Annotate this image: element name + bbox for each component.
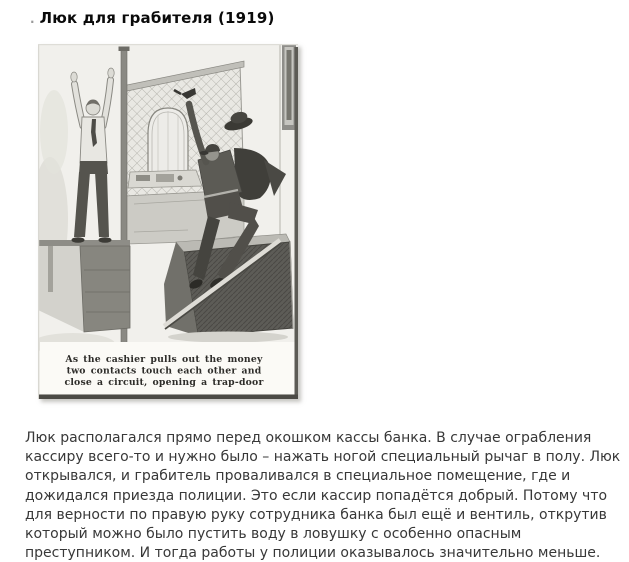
illustration-svg <box>38 44 298 399</box>
trapdoor-illustration <box>38 44 298 399</box>
caption-line-1: As the cashier pulls out the money <box>65 354 263 365</box>
caption-line-3: close a circuit, opening a trap-door <box>64 377 264 388</box>
article-body-text: Люк располагался прямо перед окошком кассы банка. В случае ограбления кассиру всего-то и нужно было – нажать ногой специальный рычаг в полу. Люк открывался, и грабитель проваливался в специальное помещение, где и дожидался приезда полиции. Это если кассир попадётся добрый. Потому что для верности по правую руку сотрудника банка был ещё и вентиль, открутив который можно было пустить воду в ловушку с особенно опасным преступником. И тогда работы у полиции оказывалось значительно меньше. <box>25 430 621 562</box>
article-header <box>30 9 275 27</box>
title-bullet-dot: . <box>30 12 35 26</box>
caption-line-2: two contacts touch each other and <box>66 365 262 377</box>
page-title: Люк для грабителя (1919) <box>39 9 275 27</box>
